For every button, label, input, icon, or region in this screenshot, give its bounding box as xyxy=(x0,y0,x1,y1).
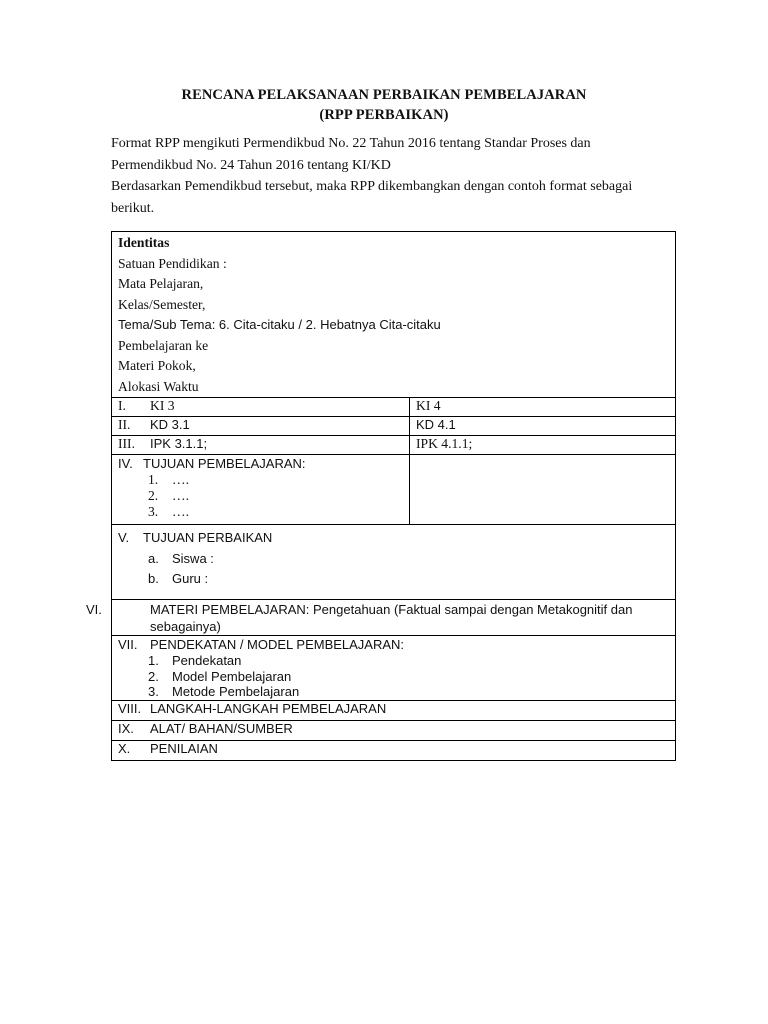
kd-left-text: KD 3.1 xyxy=(150,417,190,432)
ki-left-cell xyxy=(112,398,410,417)
list-item-number: 3. xyxy=(148,504,159,519)
penilaian-row xyxy=(112,740,676,760)
list-item-letter: a. xyxy=(148,550,159,566)
list-item xyxy=(118,569,669,589)
tujuan-pembelajaran-number: IV. xyxy=(118,456,133,471)
penilaian-cell xyxy=(112,740,676,760)
pendekatan-row xyxy=(112,636,676,701)
ipk-right-text: IPK 4.1.1; xyxy=(416,436,473,451)
list-item xyxy=(118,488,403,504)
ipk-right-cell xyxy=(410,436,676,455)
materi-number: VI. xyxy=(86,602,102,617)
kd-row xyxy=(112,417,676,436)
langkah-number: VIII. xyxy=(118,700,142,716)
list-item-text: …. xyxy=(172,488,189,503)
tujuan-pembelajaran-heading xyxy=(118,455,403,472)
list-item-number: 1. xyxy=(148,653,159,668)
list-item-number: 2. xyxy=(148,488,159,503)
langkah-text xyxy=(118,701,386,716)
identitas-heading: Identitas xyxy=(118,235,170,250)
tujuan-pembelajaran-row xyxy=(112,455,676,525)
ipk-left-text: IPK 3.1.1; xyxy=(150,436,208,451)
tujuan-pembelajaran-cell xyxy=(112,455,410,525)
document-title: RENCANA PELAKSANAAN PERBAIKAN PEMBELAJARAN xyxy=(181,87,587,103)
list-item-text: Pendekatan xyxy=(172,653,242,668)
penilaian-number: X. xyxy=(118,740,131,756)
kd-number: II. xyxy=(118,417,131,432)
list-item xyxy=(118,549,669,569)
document-subtitle: (RPP PERBAIKAN) xyxy=(319,107,449,123)
list-item xyxy=(118,504,403,520)
ipk-number: III. xyxy=(118,436,135,451)
tujuan-perbaikan-heading xyxy=(118,528,669,549)
identitas-row xyxy=(112,232,676,398)
list-item-text: Metode Pembelajaran xyxy=(172,684,300,699)
langkah-cell xyxy=(112,700,676,720)
identitas-line-kelas: Kelas/Semester, xyxy=(118,296,206,312)
kd-right-text: KD 4.1 xyxy=(416,417,456,432)
penilaian-text xyxy=(118,741,218,756)
langkah-label: LANGKAH-LANGKAH PEMBELAJARAN xyxy=(150,700,387,716)
list-item xyxy=(118,653,669,669)
materi-cell xyxy=(86,600,676,636)
alat-row xyxy=(112,720,676,740)
tujuan-pembelajaran-empty-cell xyxy=(410,455,676,525)
tujuan-perbaikan-cell xyxy=(112,525,676,600)
materi-label: MATERI PEMBELAJARAN: Pengetahuan (Faktual sampai dengan Metakognitif dan sebagainya) xyxy=(150,602,633,634)
list-item-text: …. xyxy=(172,472,189,487)
list-item-number: 1. xyxy=(148,472,159,487)
ki-left-text: KI 3 xyxy=(150,398,175,413)
list-item-number: 3. xyxy=(148,684,159,699)
list-item-text: Siswa : xyxy=(172,550,214,566)
ki-row xyxy=(112,398,676,417)
rpp-form-table xyxy=(86,231,676,761)
ki-number: I. xyxy=(118,398,126,413)
materi-text xyxy=(86,601,669,635)
pendekatan-heading xyxy=(118,636,669,653)
tujuan-perbaikan-row xyxy=(112,525,676,600)
identitas-cell xyxy=(112,232,676,398)
identitas-line-mapel: Mata Pelajaran, xyxy=(118,276,204,291)
list-item-text: Guru : xyxy=(172,570,209,586)
pendekatan-label: PENDEKATAN / MODEL PEMBELAJARAN: xyxy=(150,637,405,652)
intro-paragraph-1: Format RPP mengikuti Permendikbud No. 22 Tahun 2016 tentang Standar Proses dan Permendikbud No. 24 Tahun 2016 tentang KI/KD xyxy=(111,136,591,173)
ipk-left-cell xyxy=(112,436,410,455)
ki-right-text: KI 4 xyxy=(416,398,441,413)
ki-right-cell xyxy=(410,398,676,417)
ipk-row xyxy=(112,436,676,455)
intro-text xyxy=(111,133,671,219)
kd-right-cell xyxy=(410,417,676,436)
list-item xyxy=(118,669,669,685)
penilaian-label: PENILAIAN xyxy=(150,740,218,756)
alat-label: ALAT/ BAHAN/SUMBER xyxy=(150,720,293,736)
identitas-line-alokasi: Alokasi Waktu xyxy=(118,378,199,394)
list-item-letter: b. xyxy=(148,570,159,586)
pendekatan-number: VII. xyxy=(118,637,138,652)
tujuan-perbaikan-number: V. xyxy=(118,530,130,545)
pendekatan-cell xyxy=(112,636,676,701)
alat-cell xyxy=(112,720,676,740)
list-item xyxy=(118,684,669,700)
materi-row xyxy=(112,600,676,636)
kd-left-cell xyxy=(112,417,410,436)
alat-number: IX. xyxy=(118,720,134,736)
list-item-text: Model Pembelajaran xyxy=(172,668,292,684)
identitas-line-tema: Tema/Sub Tema: 6. Cita-citaku / 2. Hebatnya Cita-citaku xyxy=(118,317,441,332)
tujuan-pembelajaran-label: TUJUAN PEMBELAJARAN: xyxy=(143,456,306,471)
list-item-text: …. xyxy=(172,504,189,519)
identitas-line-pembelajaran: Pembelajaran ke xyxy=(118,337,209,353)
identitas-line-satuan: Satuan Pendidikan : xyxy=(118,255,227,271)
alat-text xyxy=(118,721,293,736)
langkah-row xyxy=(112,700,676,720)
tujuan-perbaikan-label: TUJUAN PERBAIKAN xyxy=(143,530,273,545)
list-item-number: 2. xyxy=(148,668,159,684)
intro-paragraph-2: Berdasarkan Pemendikbud tersebut, maka RPP dikembangkan dengan contoh format sebagai berikut. xyxy=(111,179,633,216)
list-item xyxy=(118,472,403,488)
identitas-line-materi: Materi Pokok, xyxy=(118,358,196,373)
